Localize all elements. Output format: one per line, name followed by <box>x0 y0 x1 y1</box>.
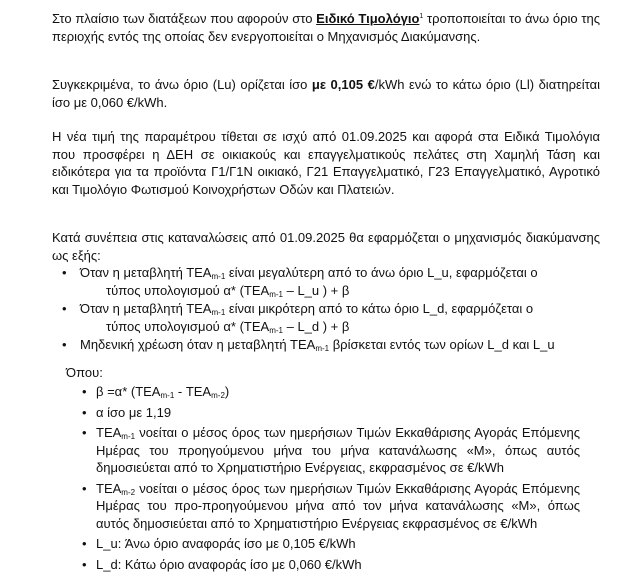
formula-text: τύπος υπολογισμού α* (ΤΕΑ <box>106 318 270 334</box>
definition-text: L_u: Άνω όριο αναφοράς ίσο με 0,105 €/kWh <box>96 536 356 551</box>
definition-tea-m1 <box>80 424 580 477</box>
consequence-paragraph: Κατά συνέπεια στις καταναλώσεις από 01.09.2025 θα εφαρμόζεται ο μηχανισμός διακύμανσης ως εξής: <box>52 230 600 263</box>
limits-paragraph <box>52 76 600 111</box>
subscript: m-2 <box>211 391 225 400</box>
definition-tea-m2 <box>80 480 580 533</box>
upper-limit-value: με 0,105 € <box>311 77 375 92</box>
limits-text-end: /kWh ενώ το κάτω όριο (Ll) διατηρείται ίσο με 0,060 €/kWh. <box>52 77 601 110</box>
where-label: Όπου: <box>66 365 103 380</box>
subscript: m-1 <box>315 344 330 353</box>
bullet-icon: • <box>82 556 87 572</box>
definition-beta <box>80 383 580 401</box>
formula-line <box>80 318 600 336</box>
formula-text: – L_d ) + β <box>282 318 350 334</box>
bullet-icon: • <box>62 301 67 316</box>
bullet-icon: • <box>82 384 87 399</box>
footnote-marker: 1 <box>419 13 424 20</box>
bullet-icon: • <box>82 425 87 440</box>
definition-text: ) <box>224 384 230 399</box>
intro-paragraph <box>52 10 600 45</box>
definition-text: - ΤΕΑ <box>174 384 212 399</box>
definition-text: νοείται ο μέσος όρος των ημερήσιων Τιμών Εκκαθάρισης Αγοράς Επόμενης Ημέρας του προηγούμενου μήνα του μήνα κατανάλωσης «Μ», όπως αυτός δημοσιεύεται από το Χρηματιστήριο Ενέργειας, εκφρασμένος σε €/kWh <box>96 425 580 475</box>
formula-text: – L_u ) + β <box>282 282 350 298</box>
definition-lu <box>80 535 580 553</box>
mechanism-rules-list <box>60 264 600 355</box>
definition-term: ΤΕΑ <box>96 425 122 440</box>
subscript: m-1 <box>269 289 283 299</box>
definition-text: β =α* (ΤΕΑ <box>96 384 161 399</box>
formula-text: τύπος υπολογισμού α* (ΤΕΑ <box>106 282 270 298</box>
list-item <box>60 300 600 335</box>
bullet-icon: • <box>82 480 87 496</box>
bullet-icon: • <box>82 536 87 551</box>
subscript: m-1 <box>269 325 283 335</box>
rule-text: Όταν η μεταβλητή ΤΕΑ <box>80 301 212 316</box>
rule-text: είναι μικρότερη από το κάτω όριο L_d, εφαρμόζεται ο <box>225 301 534 316</box>
definition-text: νοείται ο μέσος όρος των ημερήσιων Τιμών Εκκαθάρισης Αγοράς Επόμενης Ημέρας του προ-προηγούμενου μήνα από τον μήνα κατανάλωσης «Μ», όπως αυτός δημοσιεύεται από το Χρηματιστήριο Ενέργειας εκφρασμένος σε €/kWh <box>96 480 580 531</box>
list-item <box>60 336 600 354</box>
definition-text: α ίσο με 1,19 <box>96 404 172 420</box>
limits-text: Συγκεκριμένα, το άνω όριο (Lu) ορίζεται ίσο <box>52 77 312 92</box>
intro-text: Στο πλαίσιο των διατάξεων που αφορούν στο <box>52 11 317 26</box>
rule-text: Μηδενική χρέωση όταν η μεταβλητή ΤΕΑ <box>80 337 316 352</box>
formula-line <box>80 282 600 300</box>
definition-term: ΤΕΑ <box>96 480 122 496</box>
rule-text: βρίσκεται εντός των ορίων L_d και L_u <box>329 337 555 352</box>
intro-text-end: τροποποιείται το άνω όριο της περιοχής εντός της οποίας δεν ενεργοποιείται ο Μηχανισμός Διακύμανσης. <box>52 11 600 44</box>
definition-alpha <box>80 404 580 422</box>
definition-ld <box>80 556 580 574</box>
list-item <box>60 264 600 299</box>
subscript: m-1 <box>211 272 226 281</box>
subscript: m-1 <box>160 391 175 400</box>
definitions-list <box>80 383 580 576</box>
effective-date-paragraph: Η νέα τιμή της παραμέτρου τίθεται σε ισχύ από 01.09.2025 και αφορά στα Ειδικά Τιμολόγια που προσφέρει η ΔΕΗ σε οικιακούς και επαγγελματικούς πελάτες στη Χαμηλή Τάση και ειδικότερα για τα προϊόντα Γ1/Γ1Ν οικιακό, Γ21 Επαγγελματικό, Γ23 Επαγγελματικό, Αγροτικό και Τιμολόγιο Φωτισμού Κοινοχρήστων Οδών και Πλατειών. <box>52 129 600 197</box>
definition-text: L_d: Κάτω όριο αναφοράς ίσο με 0,060 €/kWh <box>96 556 362 572</box>
rule-text: Όταν η μεταβλητή ΤΕΑ <box>80 265 212 280</box>
rule-text: είναι μεγαλύτερη από το άνω όριο L_u, εφαρμόζεται ο <box>225 265 538 280</box>
bullet-icon: • <box>62 337 67 352</box>
bullet-icon: • <box>82 404 87 420</box>
subscript: m-2 <box>121 487 136 497</box>
special-tariff-term: Ειδικό Τιμολόγιο <box>316 11 420 26</box>
subscript: m-1 <box>211 308 226 317</box>
subscript: m-1 <box>121 432 136 441</box>
bullet-icon: • <box>62 265 67 280</box>
